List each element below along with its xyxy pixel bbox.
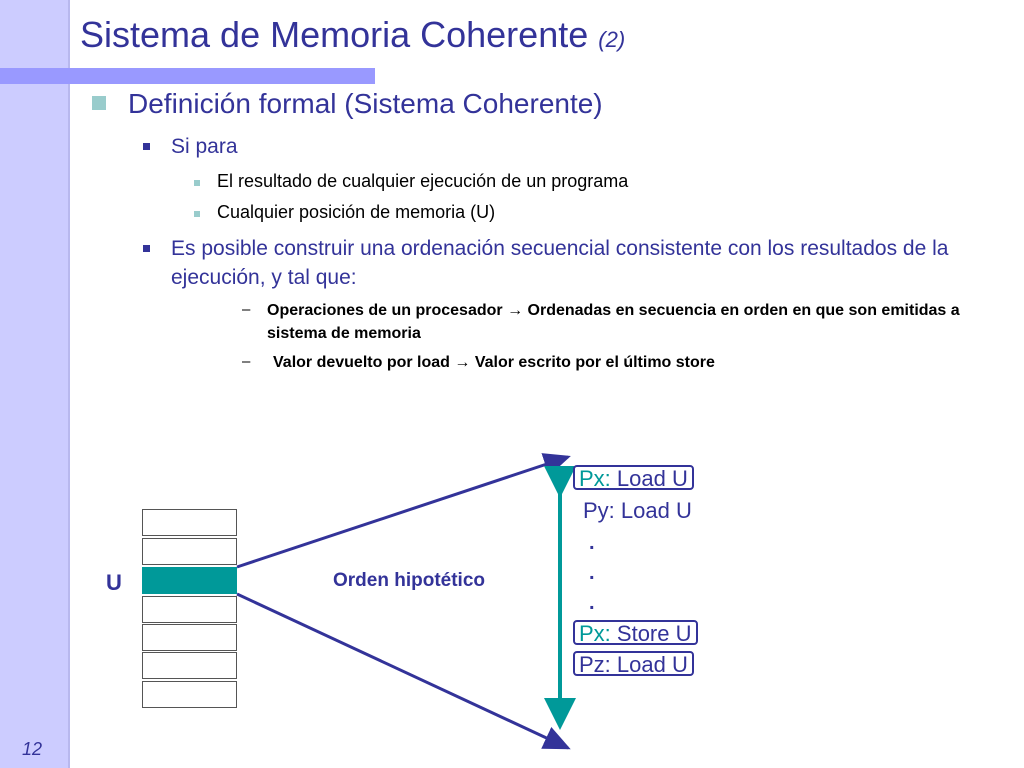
rule1-left: Operaciones de un procesador <box>267 302 503 319</box>
op-action: Load U <box>610 466 688 491</box>
page-number: 12 <box>22 739 43 759</box>
sub-item-resultado: El resultado de cualquier ejecución de un programa <box>217 171 629 191</box>
op-px-load <box>573 465 694 490</box>
memory-cell <box>142 538 237 565</box>
dash-bullet: – <box>242 301 251 318</box>
ellipsis-dot: . <box>589 562 595 584</box>
slide-title-text: Sistema de Memoria Coherente <box>80 14 589 55</box>
op-proc: Py: <box>583 498 615 523</box>
memory-cell <box>142 652 237 679</box>
si-para-text: Si para <box>171 135 238 158</box>
memory-cell-u <box>142 567 237 594</box>
arrow-right-icon: → <box>454 354 471 371</box>
memory-cell <box>142 624 237 651</box>
ellipsis-dot: . <box>589 532 595 554</box>
ellipsis-dot: . <box>589 592 595 614</box>
memory-cell <box>142 509 237 536</box>
op-px-store <box>573 620 698 645</box>
op-proc: Pz: <box>579 652 611 677</box>
op-proc: Px: <box>579 621 611 646</box>
op-proc: Px: <box>579 466 611 491</box>
definition-heading: Definición formal (Sistema Coherente) <box>128 88 603 119</box>
lower-fan-arrow <box>237 594 568 748</box>
op-action: Store U <box>610 621 692 646</box>
u-label: U <box>106 570 122 595</box>
op-action: Load U <box>614 498 692 523</box>
rule1-right: Ordenadas en secuencia en orden en que son emitidas a sistema de memoria <box>267 302 960 342</box>
upper-fan-arrow <box>237 457 568 567</box>
op-action: Load U <box>610 652 688 677</box>
op-pz-load <box>573 651 694 676</box>
es-posible-text: Es posible construir una ordenación secuencial consistente con los resultados de la ejecución, y tal que: <box>171 237 949 289</box>
arrow-right-icon: → <box>507 302 524 319</box>
slide-title-suffix: (2) <box>598 27 626 52</box>
orden-hipotetico-label: Orden hipotético <box>333 570 485 591</box>
sub-item-posicion: Cualquier posición de memoria (U) <box>217 202 496 222</box>
dash-bullet: – <box>242 353 251 370</box>
op-py-load <box>577 497 698 522</box>
memory-cell <box>142 681 237 708</box>
rule2-right: Valor escrito por el último store <box>474 354 715 371</box>
rule2-left: Valor devuelto por load <box>273 354 450 371</box>
memory-cell <box>142 596 237 623</box>
